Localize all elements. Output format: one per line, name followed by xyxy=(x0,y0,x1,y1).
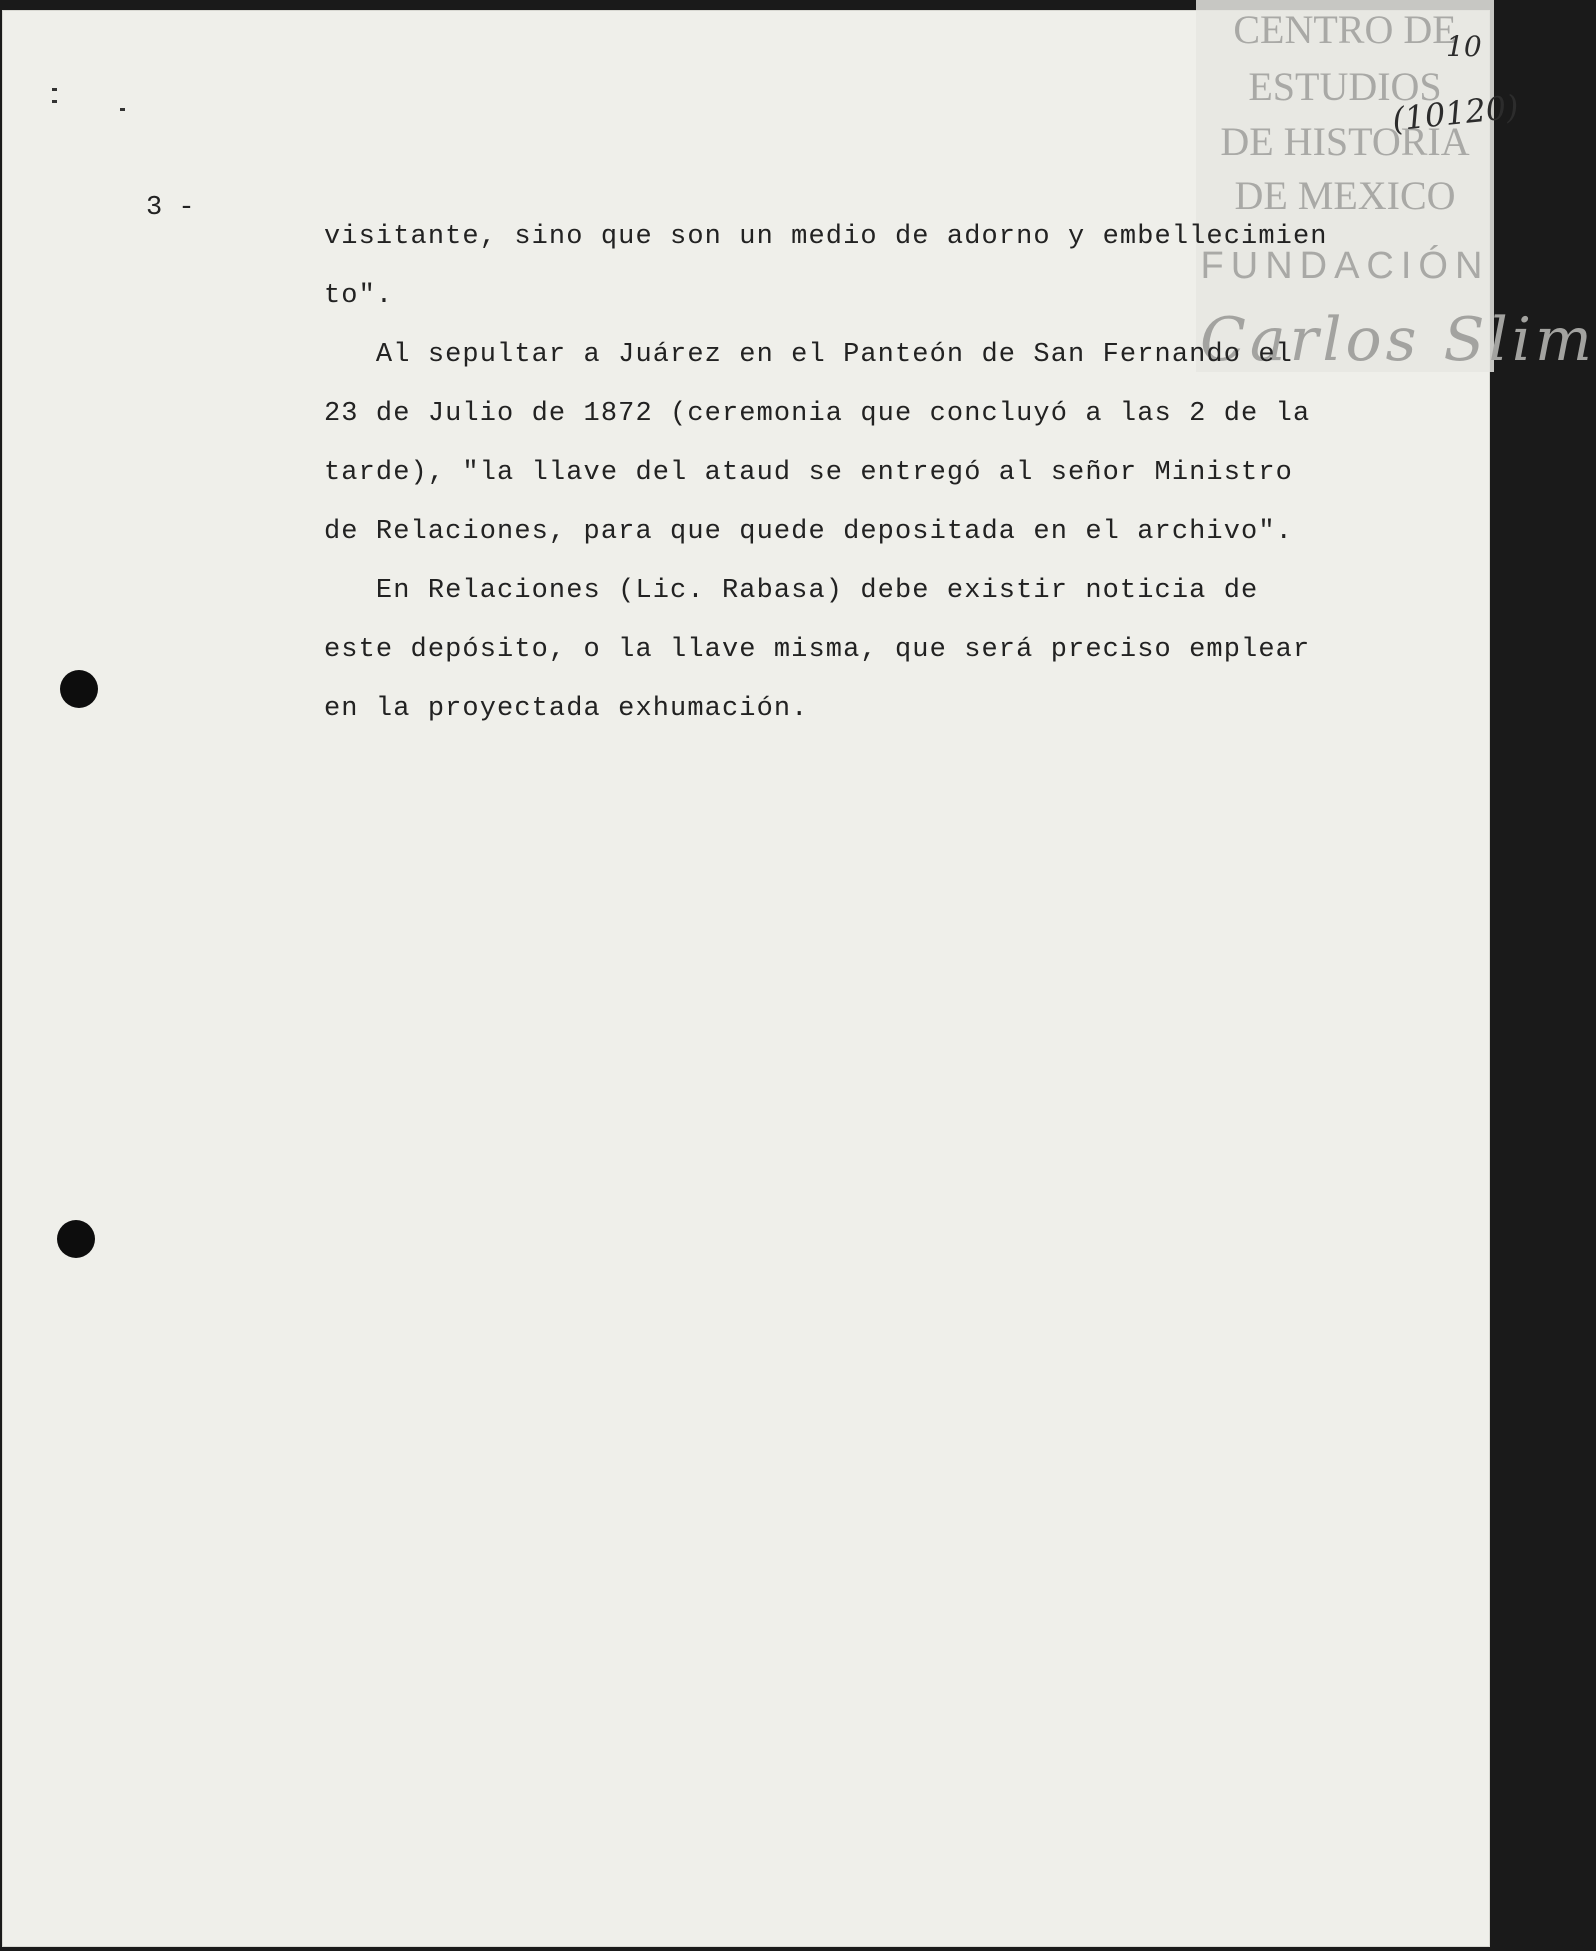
punch-hole-top xyxy=(60,670,98,708)
watermark-signature: Carlos Slim xyxy=(1200,305,1596,375)
body-line: este depósito, o la llave misma, que será preciso emplear xyxy=(324,635,1311,665)
body-line: en la proyectada exhumación. xyxy=(324,694,809,724)
watermark-line-4: DE MEXICO xyxy=(1234,173,1456,218)
body-line: de Relaciones, para que quede depositada en el archivo". xyxy=(324,517,1293,547)
folio-number: 10 xyxy=(1446,30,1482,63)
body-line: En Relaciones (Lic. Rabasa) debe existir noticia de xyxy=(324,576,1259,606)
watermark-line-1: CENTRO DE xyxy=(1233,7,1457,52)
reference-number: (10120) xyxy=(1390,87,1521,139)
body-line: tarde), "la llave del ataud se entregó al señor Ministro xyxy=(324,458,1293,488)
watermark-line-3: DE HISTORIA xyxy=(1220,119,1470,164)
body-line: Al sepultar a Juárez en el Panteón de San Fernando el xyxy=(324,340,1293,370)
body-line: visitante, sino que son un medio de adorno y embellecimien xyxy=(324,222,1328,252)
watermark-line-2: ESTUDIOS xyxy=(1248,64,1442,109)
margin-marks xyxy=(52,88,152,118)
watermark-line-5: FUNDACIÓN xyxy=(1200,245,1490,287)
punch-hole-bottom xyxy=(57,1220,95,1258)
body-line: to". xyxy=(324,281,394,311)
body-line: 23 de Julio de 1872 (ceremonia que concluyó a las 2 de la xyxy=(324,399,1311,429)
page-number: 3 - xyxy=(146,193,195,223)
